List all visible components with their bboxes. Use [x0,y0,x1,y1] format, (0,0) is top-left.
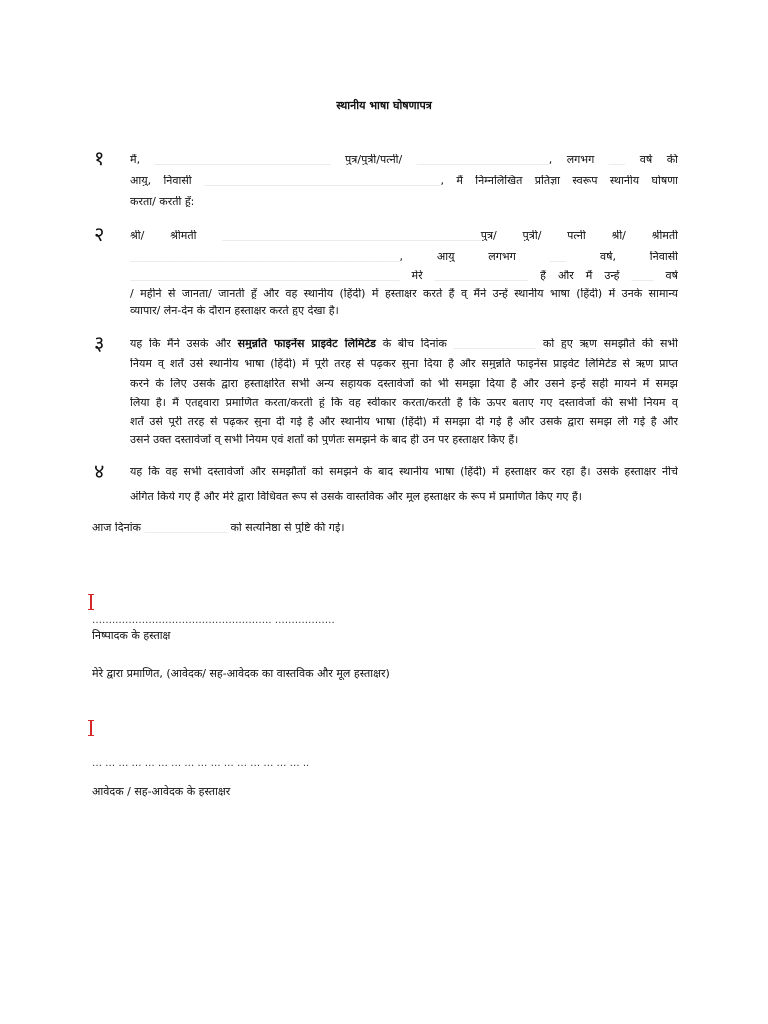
item-2-line-1: श्री/ श्रीमती _______________________________________________पुत्र/ पुत्री/ पत्नी श्री/ श्रीमती [130,230,678,241]
certification-line: मेरे द्वारा प्रमाणित, (आवेदक/ सह-आवेदक का वास्तविक और मूल हस्ताक्षर) [92,667,390,680]
item-3-line-2: नियम व् शर्तें उसे स्थानीय भाषा (हिंदी) में पूरी तरह से पढ़कर सुना दिया है और समुन्नति फाइनेंस प्राइवेट लिमिटेड से ऋण प्राप्त [130,358,678,369]
item-2-line-5: व्यापार/ लेन-देन के दौरान हस्ताक्षर करते हुए देखा है। [130,305,339,316]
item-number-4: ४ [94,459,105,483]
item-1-line-1: मैं, ________________________________ पुत्र/पुत्री/पत्नी/ ________________________, लगभग ___ वर्ष की [130,154,678,165]
item-3-line-3: करने के लिए उसके द्वारा हस्ताक्षरित सभी अन्य सहायक दस्तावेजों को भी समझा दिया है और उसने इन्हें सही मायने में समझ [130,378,678,389]
item-3-line-5: शर्तें उसे पूरी तरह से पढ़कर सुना दी गई है और स्थानीय भाषा (हिंदी) में समझा दी गई है और उसके द्वारा समझ ली गई है और [130,416,678,427]
text-cursor-icon[interactable] [90,720,92,736]
date-line: आज दिनांक _______________ को सत्यनिष्ठा से पुष्टि की गई। [92,522,345,533]
executant-signature-label: निष्पादक के हस्ताक्ष [92,629,171,642]
signature-line: … … … … … … … … … … … … … … … … .. [92,758,310,769]
document-title: स्थानीय भाषा घोषणापत्र [336,99,432,112]
item-number-1: १ [94,146,105,170]
item-2-line-2: _________________________________________________, आयु लगभग ___ वर्ष, निवासी [130,251,678,262]
item-2-line-4: / महीने से जानता/ जानती हूँ और वह स्थानीय (हिंदी) में हस्ताक्षर करते हैं व् मैंने उन्हें स्थानीय भाषा (हिंदी) में उनके सामान्य [130,288,678,299]
item-1-line-3: करता/ करती हूँ: [130,196,195,207]
applicant-signature-label: आवेदक / सह-आवेदक के हस्ताक्षर [92,785,231,798]
company-name: समुन्नति फाइनेंस प्राइवेट लिमिटेड [237,338,376,349]
item-number-2: २ [94,222,105,246]
item-4-line-2: अंगित किये गए हैं और मेरे द्वारा विधिवत रूप से उसके वास्तविक और मूल हस्ताक्षर के रूप में प्रमाणित किए गए हैं। [130,491,582,502]
item-3-text-post: के बीच दिनांक _______________ को हुए ऋण समझौते की सभी [375,338,678,349]
signature-line: ……..………………………………………. ……………… [92,615,335,626]
item-3-line-6: उसने उक्त दस्तावेजों व् सभी नियम एवं शर्तों को पुर्णतः समझने के बाद ही उन पर हस्ताक्षर किए हैं। [130,434,519,445]
item-4-line-1: यह कि वह सभी दस्तावेजों और समझौतों को समझने के बाद स्थानीय भाषा (हिंदी) में हस्ताक्षर कर रहा है। उसके हस्ताक्षर नीचे [130,466,678,477]
item-3-text-pre: यह कि मैंने उसके और [130,338,238,349]
item-2-line-3: _________________________________________________ मेरे _________________ हैं और मैं उन्हें ____ वर्ष [130,270,678,281]
item-number-3: ३ [94,331,105,355]
item-3-line-1 [130,338,678,349]
text-cursor-icon[interactable] [90,594,92,610]
item-1-line-2: आयु, निवासी ___________________________________________, मैं निम्नलिखित प्रतिज्ञा स्वरूप स्थानीय घोषणा [130,175,678,186]
item-3-line-4: लिया है। मैं एतद्द्वारा प्रमाणित करता/करती हूं कि वह स्वीकार करता/करती है कि ऊपर बताए गए दस्तावेजों की सभी नियम व् [130,397,678,408]
